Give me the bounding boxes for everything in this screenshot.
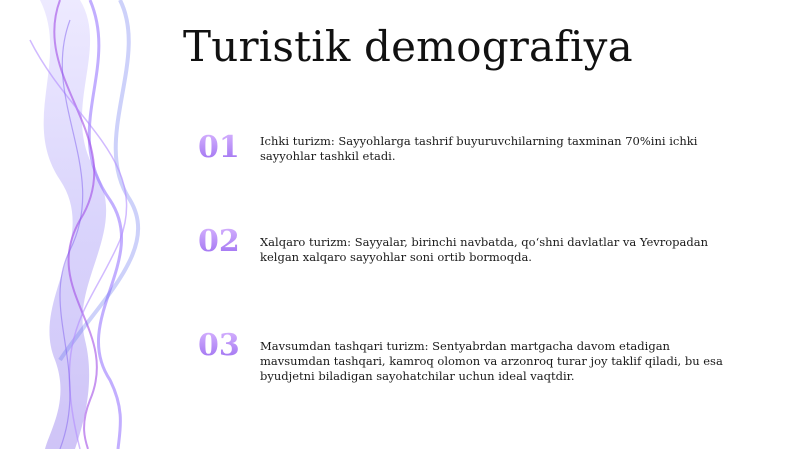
- item-text: Mavsumdan tashqari turizm: Sentyabrdan martgacha davom etadigan mavsumdan tashqari, kamroq olomon va arzonroq turar joy taklif qiladi, bu esa byudjetni biladigan sayohatchilar uchun ideal vaqtdir.: [260, 339, 723, 383]
- item-text: Ichki turizm: Sayyohlarga tashrif buyuruvchilarning taxminan 70%ini ichki sayyohlar tashkil etadi.: [260, 134, 698, 163]
- item-number: 01: [198, 130, 254, 165]
- item-number: 02: [198, 224, 254, 259]
- purple-wave-decoration: [0, 0, 200, 449]
- slide-title: Turistik demografiya: [183, 22, 633, 71]
- item-number: 03: [198, 328, 254, 363]
- item-text: Xalqaro turizm: Sayyalar, birinchi navbatda, qo‘shni davlatlar va Yevropadan kelgan xalqaro sayyohlar soni ortib bormoqda.: [260, 235, 709, 264]
